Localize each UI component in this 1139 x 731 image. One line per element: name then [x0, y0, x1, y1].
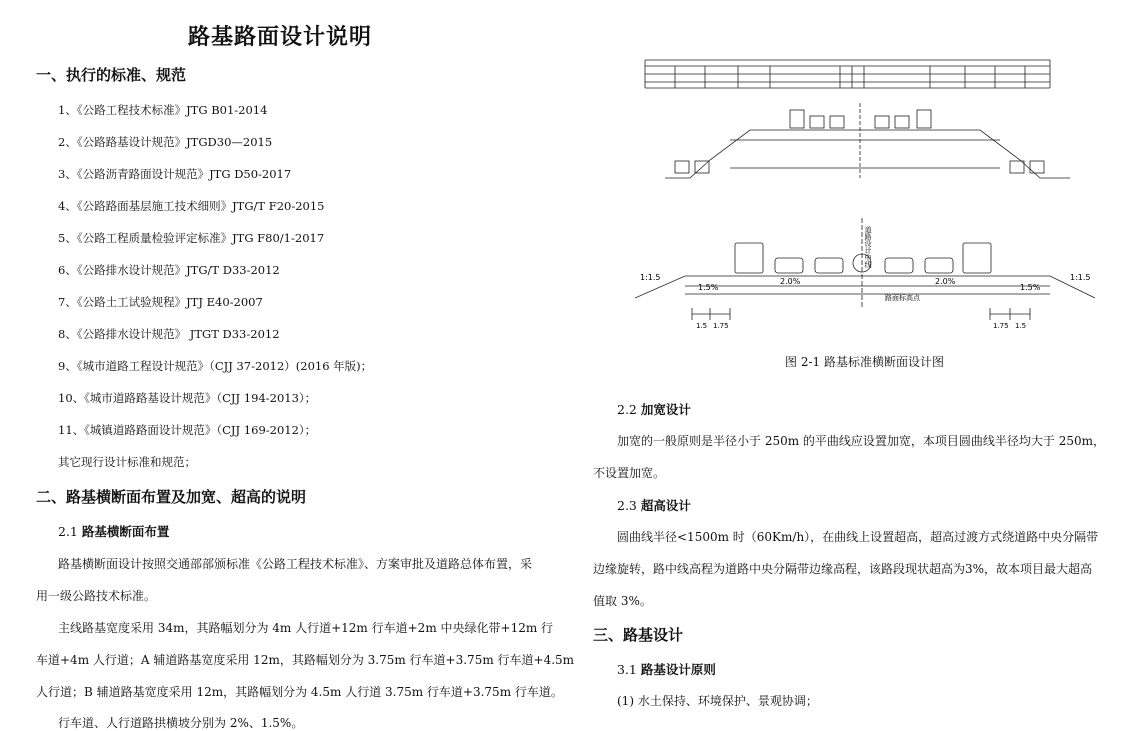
fig-cross-left: 1.5% — [698, 283, 719, 292]
subsection-2-1-heading — [58, 522, 169, 540]
subsection-title: 路基设计原则 — [640, 662, 716, 677]
fig-dim-r1: 1.75 — [993, 322, 1009, 330]
fig-lane-left: 2.0% — [780, 277, 801, 286]
other-standards: 其它现行设计标准和规范； — [58, 455, 196, 469]
fig-slope-right: 1:1.5 — [1070, 273, 1091, 282]
standard-item: 6、《公路排水设计规范》JTG/T D33-2012 — [58, 263, 280, 277]
standard-item: 11、《城镇道路路面设计规范》（CJJ 169-2012）； — [58, 423, 317, 437]
subsection-number: 2.1 — [58, 524, 78, 539]
subsection-2-3-heading — [617, 496, 691, 514]
standard-item: 4、《公路路面基层施工技术细则》JTG/T F20-2015 — [58, 199, 325, 213]
paragraph-line: 用一级公路技术标准。 — [36, 589, 157, 603]
standard-item: 1、《公路工程技术标准》JTG B01-2014 — [58, 103, 268, 117]
standard-item: 5、《公路工程质量检验评定标准》JTG F80/1-2017 — [58, 231, 325, 245]
section-2-heading: 二、路基横断面布置及加宽、超高的说明 — [36, 488, 307, 506]
fig-dim-r2: 1.5 — [1015, 322, 1027, 330]
section-1-heading: 一、执行的标准、规范 — [36, 66, 187, 84]
subsection-number: 3.1 — [617, 662, 637, 677]
subsection-title: 加宽设计 — [640, 402, 691, 417]
cross-section-figure — [630, 48, 1110, 338]
paragraph-line: 主线路基宽度采用 34m，其路幅划分为 4m 人行道+12m 行车道+2m 中央绿化带+12m 行 — [58, 621, 554, 635]
paragraph-line: 加宽的一般原则是半径小于 250m 的平曲线应设置加宽，本项目圆曲线半径均大于 250m， — [617, 434, 1106, 448]
standard-item: 7、《公路土工试验规程》JTJ E40-2007 — [58, 295, 263, 309]
fig-cross-right: 1.5% — [1020, 283, 1041, 292]
fig-median-label: 道路设计中线 — [864, 226, 872, 268]
section-3-heading: 三、路基设计 — [593, 626, 684, 644]
subsection-title: 超高设计 — [640, 498, 691, 513]
page-title: 路基路面设计说明 — [187, 25, 372, 50]
paragraph-line: 值取 3%。 — [593, 594, 652, 608]
subsection-2-2-heading — [617, 400, 691, 418]
subsection-3-1-heading — [617, 660, 716, 678]
paragraph-line: 车道+4m 人行道；A 辅道路基宽度采用 12m，其路幅划分为 3.75m 行车道+3.75m 行车道+4.5m — [36, 653, 575, 667]
standard-item: 8、《公路排水设计规范》 JTGT D33-2012 — [58, 327, 280, 341]
paragraph-line: 边缘旋转，路中线高程为道路中央分隔带边缘高程，该路段现状超高为3%，故本项目最大超高 — [593, 562, 1093, 576]
standard-item: 3、《公路沥青路面设计规范》JTG D50-2017 — [58, 167, 292, 181]
fig-dim-l1: 1.5 — [696, 322, 708, 330]
fig-lane-right: 2.0% — [935, 277, 956, 286]
paragraph-line: 圆曲线半径<1500m 时（60Km/h），在曲线上设置超高，超高过渡方式绕道路中央分隔带 — [617, 530, 1099, 544]
fig-dim-l2: 1.75 — [713, 322, 729, 330]
subsection-number: 2.3 — [617, 498, 637, 513]
list-item: (1) 水土保持、环境保护、景观协调； — [617, 694, 818, 708]
subsection-number: 2.2 — [617, 402, 637, 417]
paragraph-line: 不设置加宽。 — [593, 466, 666, 480]
standard-item: 2、《公路路基设计规范》JTGD30—2015 — [58, 135, 273, 149]
paragraph-line: 人行道；B 辅道路基宽度采用 12m，其路幅划分为 4.5m 人行道 3.75m 行车道+3.75m 行车道。 — [36, 685, 563, 699]
fig-center-label: 路面标高点 — [885, 294, 920, 302]
standard-item: 9、《城市道路工程设计规范》（CJJ 37-2012）(2016 年版)； — [58, 359, 373, 373]
fig-slope-left: 1:1.5 — [640, 273, 661, 282]
paragraph-line: 路基横断面设计按照交通部部颁标准《公路工程技术标准》、方案审批及道路总体布置，采 — [58, 557, 533, 571]
paragraph-line-partial: 行车道、人行道路拱横坡分别为 2%、1.5%。 — [58, 716, 304, 730]
standard-item: 10、《城市道路路基设计规范》（CJJ 194-2013）； — [58, 391, 317, 405]
subsection-title: 路基横断面布置 — [81, 524, 170, 539]
figure-caption: 图 2-1 路基标准横断面设计图 — [785, 355, 944, 369]
